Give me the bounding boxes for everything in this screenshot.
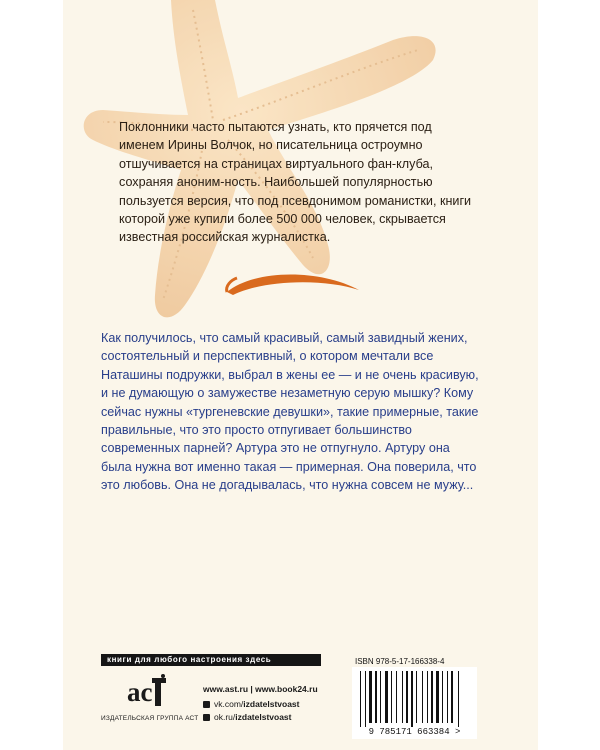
barcode-bar (369, 671, 372, 723)
barcode-bar (447, 671, 448, 723)
barcode-bar (458, 671, 459, 727)
ok-handle: izdatelstvoast (235, 712, 292, 722)
book-back-cover (63, 0, 538, 750)
isbn-number: ISBN 978-5-17-166338-4 (355, 657, 445, 666)
publisher-websites[interactable]: www.ast.ru | www.book24.ru (203, 684, 318, 694)
vk-link[interactable] (203, 699, 300, 709)
publisher-tagline: книги для любого настроения здесь (101, 654, 321, 666)
barcode-bar (411, 671, 413, 727)
barcode-bar (402, 671, 403, 723)
barcode-bar (380, 671, 381, 723)
barcode-digits: 9 785171 663384 > (368, 727, 461, 737)
barcode (352, 667, 477, 739)
ok-prefix: ok.ru/ (214, 712, 236, 722)
story-summary-paragraph: Как получилось, что самый красивый, самый завидный жених, состоятельный и перспективный, о котором мечтали все Наташины подружки, выбрал в жены ее — и не очень красивую, и не думающую о замужестве незаметную серую мышку? Кому сейчас нужны «тургеневские девушки», такие примерные, такие правильные, что это просто отпугивает большинство современных парней? Артура это не отпугнуло. Артуру она была нужна вот именно такая — примерная. Она поверила, что это любовь. Она не догадывалась, что нужна совсем не мужу... (101, 331, 479, 493)
barcode-bar (422, 671, 423, 723)
ok-link[interactable] (203, 712, 291, 722)
barcode-bar (375, 671, 377, 723)
barcode-bar (427, 671, 428, 723)
barcode-bar (391, 671, 392, 723)
barcode-bar (406, 671, 408, 723)
ok-icon (203, 714, 210, 721)
decorative-swoosh (223, 262, 363, 302)
barcode-bar (436, 671, 439, 723)
vk-icon (203, 701, 210, 708)
barcode-bar (385, 671, 388, 723)
author-intro-paragraph: Поклонники часто пытаются узнать, кто прячется под именем Ирины Волчок, но писательница остроумно отшучивается на страницах виртуального фан-клуба, сохраняя аноним-ность. Наибольшей популярностью пользуется версия, что под псевдонимом романистки, книги которой уже купили более 500 000 человек, скрывается известная российская журналистка. (119, 120, 472, 245)
publisher-caption: ИЗДАТЕЛЬСКАЯ ГРУППА АСТ (101, 715, 199, 722)
barcode-bar (365, 671, 366, 727)
ast-logo (124, 674, 168, 708)
barcode-bar (416, 671, 417, 723)
vk-handle: izdatelstvoast (243, 699, 300, 709)
barcode-bar (442, 671, 443, 723)
publisher-logo-block (101, 674, 199, 722)
barcode-bar (431, 671, 433, 723)
barcode-bar (396, 671, 397, 723)
barcode-bar (360, 671, 361, 727)
barcode-bar (451, 671, 453, 723)
vk-prefix: vk.com/ (214, 699, 244, 709)
barcode-bars (352, 667, 477, 727)
svg-text:ac: ac (127, 677, 153, 707)
